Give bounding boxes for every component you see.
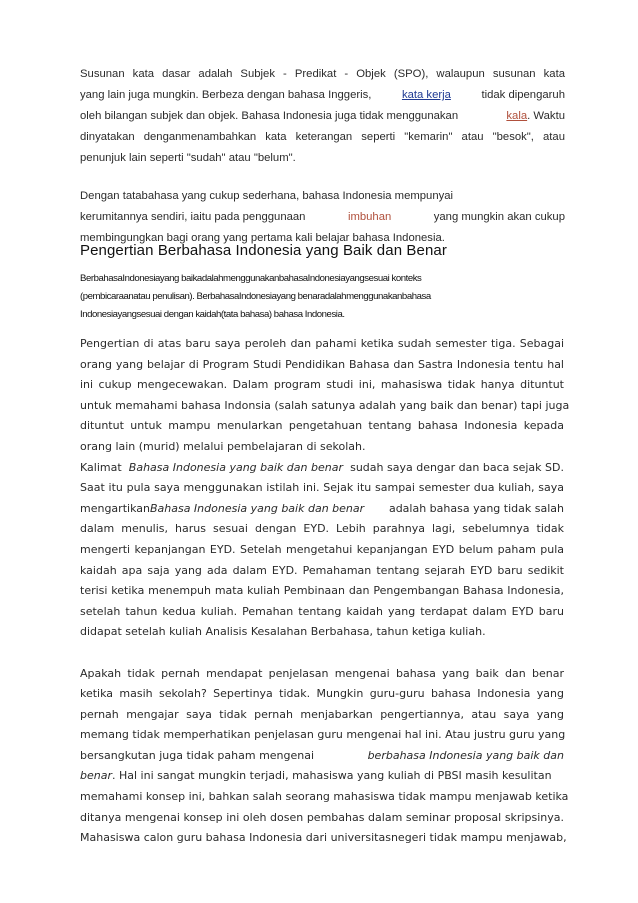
text-line: kaidah apa saja yang ada dalam EYD. Pemahaman tentang sejarah EYD baru sedikit [80, 563, 564, 577]
link-imbuhan[interactable]: imbuhan [347, 211, 392, 223]
text-line [80, 207, 565, 228]
text-fragment: sudah saya dengar dan baca sejak SD. [350, 460, 564, 474]
text-line [80, 458, 564, 479]
link-kala[interactable]: kala [506, 110, 528, 122]
text-fragment: tidak dipengaruh [481, 89, 565, 101]
text-fragment: oleh bilangan subjek dan objek. Bahasa Indonesia juga tidak menggunakan [80, 110, 459, 122]
text-fragment: adalah bahasa yang tidak salah [388, 501, 564, 515]
text-line: penunjuk lain seperti "sudah" atau "belum". [80, 152, 296, 164]
paragraph-gap [80, 643, 564, 664]
text-line: Saat itu pula saya menggunakan istilah ini. Sejak itu sampai semester dua kuliah, saya [80, 481, 564, 495]
paragraph-word-order [80, 64, 565, 169]
text-line: orang lain (murid) melalui pembelajaran di sekolah. [80, 439, 366, 453]
text-line: dituntut untuk mampu menularkan pengetahuan tentang bahasa Indonesia kepada [80, 419, 564, 433]
text-line [80, 106, 565, 127]
text-line: BerbahasaIndonesiayang baikadalahmenggunakanbahasaIndonesiayangsesuai konteks [80, 273, 422, 284]
text-fragment-italic: benar [80, 769, 112, 783]
text-line [80, 499, 564, 520]
text-line: Dengan tatabahasa yang cukup sederhana, bahasa Indonesia mempunyai [80, 190, 454, 202]
text-fragment: . Waktu [527, 110, 565, 122]
text-line: (pembicaraanatau penulisan). BerbahasaIndonesiayang benaradalahmenggunakanbahasa [80, 291, 431, 302]
text-line: didapat setelah kuliah Analisis Kesalahan Berbahasa, tahun ketiga kuliah. [80, 625, 486, 639]
text-fragment: Kalimat [80, 460, 122, 474]
text-fragment-group [80, 499, 364, 520]
text-line: ini cukup mengecewakan. Dalam program studi ini, mahasiswa tidak hanya dituntut [80, 378, 564, 392]
link-kata-kerja[interactable]: kata kerja [401, 89, 451, 101]
text-line: Indonesiayangsesuai dengan kaidah(tata bahasa) bahasa Indonesia. [80, 309, 345, 320]
text-line [80, 746, 564, 767]
text-line: dalam menulis, harus sesuai dengan EYD. Lebih parahnya lagi, sebelumnya tidak [80, 522, 564, 536]
text-fragment-italic: Bahasa Indonesia yang baik dan benar [149, 501, 365, 515]
text-fragment: yang mungkin akan cukup [433, 211, 565, 223]
text-fragment: kerumitannya sendiri, iaitu pada penggunaan [80, 211, 306, 223]
text-line: memahami konsep ini, bahkan salah seorang mahasiswa tidak mampu menjawab ketika [80, 790, 569, 804]
text-line: dinyatakan denganmenambahkan kata keterangan seperti "kemarin" atau "besok", atau [80, 131, 565, 143]
text-line: untuk memahami bahasa Indonsia (salah satunya adalah yang baik dan benar) tapi juga [80, 398, 570, 412]
text-line: Susunan kata dasar adalah Subjek - Predikat - Objek (SPO), walaupun susunan kata [80, 68, 565, 80]
text-line: pernah mengajar saya tidak pernah menjabarkan pengertiannya, atau saya yang [80, 707, 564, 721]
text-line: ditanya mengenai konsep ini oleh dosen pembahas dalam seminar proposal skripsinya. [80, 810, 564, 824]
text-fragment-group [80, 766, 552, 787]
text-fragment: . Hal ini sangat mungkin terjadi, mahasiswa yang kuliah di PBSI masih kesulitan [112, 769, 552, 783]
text-fragment-group [506, 106, 565, 127]
text-line: setelah tahun kedua kuliah. Pemahan tentang kaidah yang terdapat dalam EYD baru [80, 604, 564, 618]
text-line [80, 766, 564, 787]
text-line: membingungkan bagi orang yang pertama kali belajar bahasa Indonesia. [80, 232, 445, 244]
text-fragment-italic: Bahasa Indonesia yang baik dan benar [128, 460, 343, 474]
text-line: Pengertian di atas baru saya peroleh dan pahami ketika sudah semester tiga. Sebagai [80, 337, 564, 350]
text-line: ketika masih sekolah? Sepertinya tidak. Mungkin guru-guru bahasa Indonesia yang [80, 687, 564, 701]
text-fragment-italic: berbahasa Indonesia yang baik dan [367, 748, 564, 762]
text-line: orang yang belajar di Program Studi Pendidikan Bahasa dan Sastra Indonesia tentu hal [80, 357, 564, 371]
text-fragment: bersangkutan juga tidak paham mengenai [80, 748, 315, 762]
definition-block [80, 270, 560, 324]
text-fragment: mengartikan [80, 501, 150, 515]
text-line: terisi ketika menempuh mata kuliah Pembinaan dan Pengembangan Bahasa Indonesia, [80, 584, 564, 598]
text-line: Apakah tidak pernah mendapat penjelasan mengenai bahasa yang baik dan benar [80, 666, 564, 680]
body-text [80, 334, 570, 849]
section-heading: Pengertian Berbahasa Indonesia yang Baik dan Benar [80, 242, 447, 259]
text-line: Mahasiswa calon guru bahasa Indonesia dari universitasnegeri tidak mampu menjawab, [80, 831, 567, 845]
text-line: mengerti kepanjangan EYD. Setelah mengetahui kepanjangan EYD belum paham pula [80, 542, 564, 556]
paragraph-grammar [80, 186, 565, 249]
text-fragment: yang lain juga mungkin. Berbeza dengan bahasa Inggeris, [80, 89, 372, 101]
text-line [80, 85, 565, 106]
text-line: memang tidak memperhatikan penjelasan guru mengenai hal ini. Atau justru guru yang [80, 728, 566, 742]
